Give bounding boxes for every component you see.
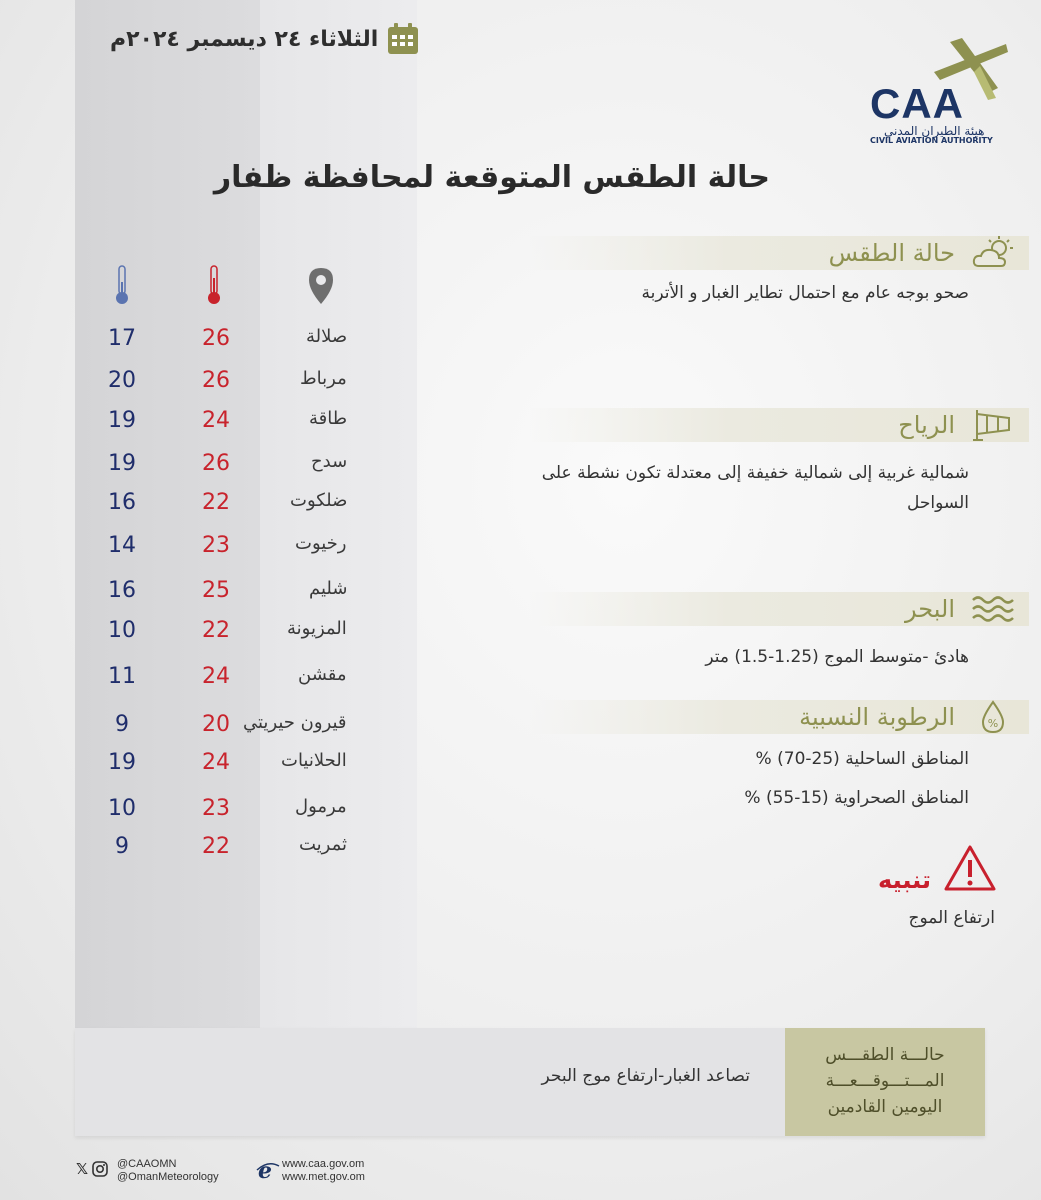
social-handle-caa[interactable]: @CAAOMN bbox=[117, 1158, 177, 1170]
forecast-next-days-text: تصاعد الغبار-ارتفاع موج البحر bbox=[541, 1066, 750, 1086]
table-row bbox=[0, 796, 420, 826]
city-name: مرباط bbox=[300, 368, 347, 389]
label-line3: اليومين القادمين bbox=[827, 1097, 943, 1117]
x-icon[interactable]: 𝕏 bbox=[76, 1160, 89, 1178]
thermometer-max-icon bbox=[204, 264, 224, 306]
max-temp: 22 bbox=[202, 834, 230, 859]
min-temp: 9 bbox=[115, 834, 129, 859]
social-handle-met[interactable]: @OmanMeteorology bbox=[117, 1171, 219, 1183]
city-name: ثمريت bbox=[299, 834, 348, 855]
websites bbox=[282, 1158, 365, 1184]
table-row bbox=[0, 326, 420, 356]
svg-text:%: % bbox=[987, 717, 999, 730]
waves-icon bbox=[971, 592, 1015, 626]
city-name: صلالة bbox=[306, 326, 348, 347]
max-temp: 24 bbox=[202, 408, 230, 433]
winds-text-line2: السواحل bbox=[907, 493, 969, 513]
city-name: مقشن bbox=[298, 664, 347, 685]
table-row bbox=[0, 618, 420, 648]
max-temp: 24 bbox=[202, 664, 230, 689]
min-temp: 14 bbox=[108, 533, 136, 558]
humidity-drop-icon bbox=[971, 700, 1015, 734]
min-temp: 17 bbox=[108, 326, 136, 351]
website-met[interactable]: www.met.gov.om bbox=[282, 1171, 365, 1183]
city-name: الحلانيات bbox=[281, 750, 347, 771]
max-temp: 22 bbox=[202, 618, 230, 643]
city-name: قيرون حيريتي bbox=[243, 712, 347, 733]
date-text: الثلاثاء ٢٤ ديسمبر ٢٠٢٤م bbox=[110, 26, 379, 52]
min-temp: 20 bbox=[108, 368, 136, 393]
forecast-next-days-label bbox=[785, 1028, 985, 1136]
max-temp: 25 bbox=[202, 578, 230, 603]
table-row bbox=[0, 490, 420, 520]
calendar-icon bbox=[386, 22, 420, 56]
city-name: طاقة bbox=[309, 408, 348, 429]
section-header-weather bbox=[529, 236, 1029, 270]
warning-icon bbox=[943, 844, 997, 892]
label-line1: حالـــة الطقـــس bbox=[825, 1045, 945, 1065]
min-temp: 9 bbox=[115, 712, 129, 737]
section-header-humidity bbox=[529, 700, 1029, 734]
thermometer-min-icon bbox=[112, 264, 132, 306]
section-title-sea: البحر bbox=[905, 595, 955, 623]
city-name: شليم bbox=[309, 578, 348, 599]
section-header-winds bbox=[529, 408, 1029, 442]
table-row bbox=[0, 451, 420, 481]
table-row bbox=[0, 408, 420, 438]
min-temp: 19 bbox=[108, 408, 136, 433]
section-title-weather: حالة الطقس bbox=[828, 239, 955, 267]
location-pin-icon bbox=[306, 266, 336, 306]
table-row bbox=[0, 834, 420, 864]
max-temp: 26 bbox=[202, 451, 230, 476]
web-icon bbox=[256, 1158, 280, 1182]
section-title-winds: الرياح bbox=[898, 411, 955, 439]
label-line2: المـــتـــوقـــعـــة bbox=[825, 1071, 945, 1091]
windsock-icon bbox=[971, 408, 1015, 442]
city-name: رخيوت bbox=[295, 533, 347, 554]
warning-title: تنبيه bbox=[878, 866, 931, 894]
page-title: حالة الطقس المتوقعة لمحافظة ظفار bbox=[213, 160, 770, 195]
partly-cloudy-icon bbox=[971, 236, 1015, 270]
social-icons bbox=[76, 1160, 108, 1178]
table-row bbox=[0, 750, 420, 780]
warning-text: ارتفاع الموج bbox=[908, 908, 995, 928]
city-name: سدح bbox=[311, 451, 348, 472]
svg-text:e: e bbox=[258, 1158, 272, 1182]
table-row bbox=[0, 712, 420, 742]
city-name: مرمول bbox=[295, 796, 347, 817]
max-temp: 23 bbox=[202, 796, 230, 821]
min-temp: 19 bbox=[108, 750, 136, 775]
max-temp: 22 bbox=[202, 490, 230, 515]
min-temp: 16 bbox=[108, 490, 136, 515]
table-row bbox=[0, 578, 420, 608]
city-name: المزيونة bbox=[287, 618, 347, 639]
min-temp: 10 bbox=[108, 796, 136, 821]
logo-arabic: هيئة الطيران المدني bbox=[884, 124, 985, 138]
min-temp: 10 bbox=[108, 618, 136, 643]
weather-text: صحو بوجه عام مع احتمال تطاير الغبار و الأتربة bbox=[641, 283, 969, 303]
table-row bbox=[0, 664, 420, 694]
min-temp: 16 bbox=[108, 578, 136, 603]
section-header-sea bbox=[529, 592, 1029, 626]
table-row bbox=[0, 368, 420, 398]
max-temp: 26 bbox=[202, 326, 230, 351]
caa-logo bbox=[870, 32, 1010, 152]
city-name: ضلكوت bbox=[290, 490, 348, 511]
section-title-humidity: الرطوبة النسبية bbox=[799, 703, 955, 731]
humidity-desert: المناطق الصحراوية (15-55) % bbox=[744, 788, 969, 808]
max-temp: 24 bbox=[202, 750, 230, 775]
winds-text-line1: شمالية غربية إلى شمالية خفيفة إلى معتدلة تكون نشطة على bbox=[541, 463, 969, 483]
social-handles bbox=[117, 1158, 219, 1184]
instagram-icon[interactable] bbox=[92, 1161, 108, 1177]
sea-text: هادئ -متوسط الموج (1.25-1.5) متر bbox=[705, 647, 969, 667]
humidity-coastal: المناطق الساحلية (25-70) % bbox=[755, 749, 969, 769]
logo-english: CIVIL AVIATION AUTHORITY bbox=[870, 136, 993, 145]
min-temp: 19 bbox=[108, 451, 136, 476]
max-temp: 26 bbox=[202, 368, 230, 393]
min-temp: 11 bbox=[108, 664, 136, 689]
date-display bbox=[110, 22, 420, 56]
website-caa[interactable]: www.caa.gov.om bbox=[282, 1158, 365, 1170]
table-row bbox=[0, 533, 420, 563]
max-temp: 20 bbox=[202, 712, 230, 737]
logo-text: CAA bbox=[870, 80, 964, 127]
max-temp: 23 bbox=[202, 533, 230, 558]
